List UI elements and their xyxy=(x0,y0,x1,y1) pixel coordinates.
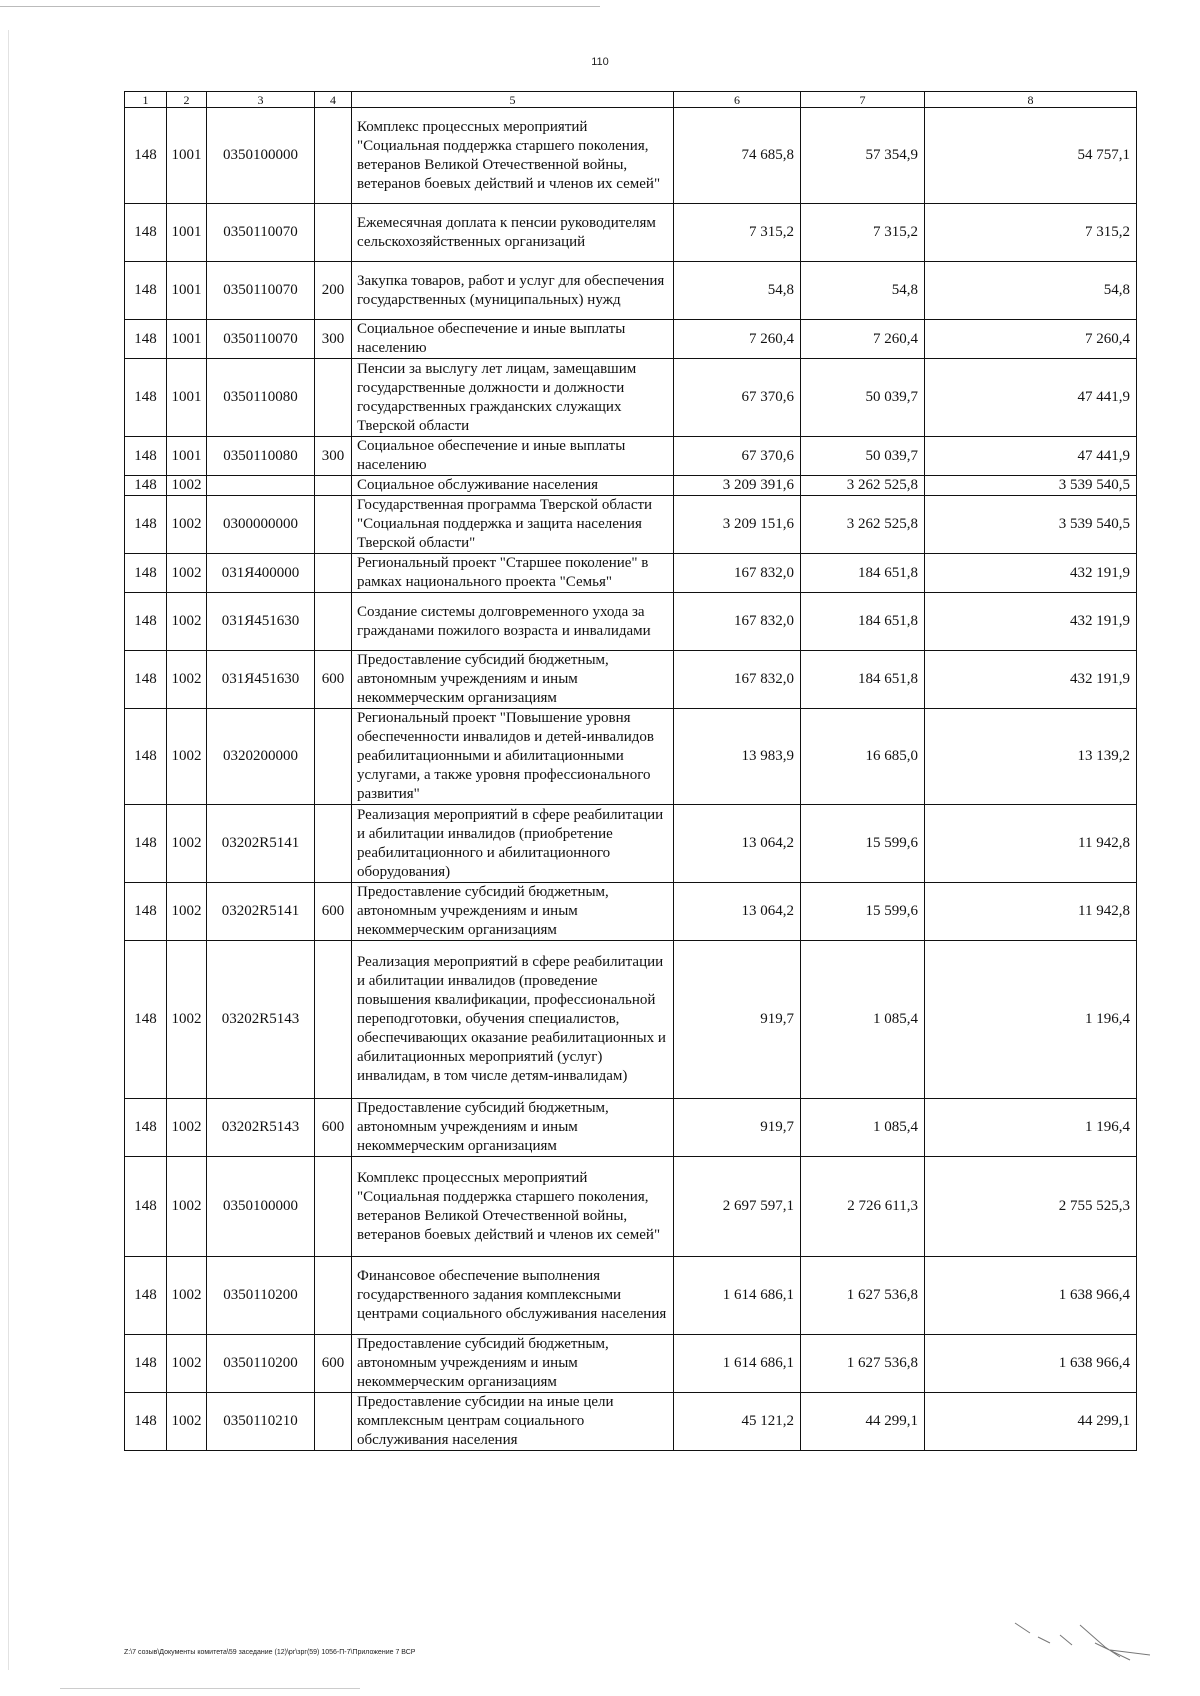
target-article-cell: 0350100000 xyxy=(207,108,315,204)
item-name-cell: Реализация мероприятий в сфере реабилитации и абилитации инвалидов (приобретение реабилитационного и абилитационного оборудования) xyxy=(352,805,674,883)
target-article-cell: 0350110200 xyxy=(207,1335,315,1393)
table-row xyxy=(125,709,1137,805)
amount-cell: 16 685,0 xyxy=(801,709,925,805)
admin-code-cell: 148 xyxy=(125,883,167,941)
amount-cell: 74 685,8 xyxy=(674,108,801,204)
item-name-cell: Ежемесячная доплата к пенсии руководителям сельскохозяйственных организаций xyxy=(352,204,674,262)
item-name-cell: Комплекс процессных мероприятий "Социальная поддержка старшего поколения, ветеранов Великой Отечественной войны, ветеранов боевых действий и членов их семей" xyxy=(352,108,674,204)
section-code-cell: 1002 xyxy=(167,1335,207,1393)
expense-type-cell: 600 xyxy=(315,883,352,941)
expense-type-cell: 600 xyxy=(315,1099,352,1157)
admin-code-cell: 148 xyxy=(125,554,167,593)
admin-code-cell: 148 xyxy=(125,359,167,437)
table-row xyxy=(125,1099,1137,1157)
admin-code-cell: 148 xyxy=(125,1393,167,1451)
target-article-cell xyxy=(207,476,315,496)
table-row xyxy=(125,883,1137,941)
item-name-cell: Социальное обслуживание населения xyxy=(352,476,674,496)
item-name-cell: Предоставление субсидий бюджетным, автономным учреждениям и иным некоммерческим организациям xyxy=(352,1099,674,1157)
amount-cell: 432 191,9 xyxy=(925,593,1137,651)
admin-code-cell: 148 xyxy=(125,1335,167,1393)
section-code-cell: 1002 xyxy=(167,496,207,554)
expense-type-cell: 300 xyxy=(315,320,352,359)
target-article-cell: 0350110070 xyxy=(207,262,315,320)
admin-code-cell: 148 xyxy=(125,476,167,496)
table-row xyxy=(125,496,1137,554)
expense-type-cell xyxy=(315,476,352,496)
expense-type-cell xyxy=(315,709,352,805)
table-row xyxy=(125,941,1137,1099)
admin-code-cell: 148 xyxy=(125,805,167,883)
column-number-row xyxy=(125,92,1137,108)
amount-cell: 11 942,8 xyxy=(925,883,1137,941)
section-code-cell: 1002 xyxy=(167,709,207,805)
section-code-cell: 1002 xyxy=(167,593,207,651)
amount-cell: 57 354,9 xyxy=(801,108,925,204)
table-row xyxy=(125,320,1137,359)
amount-cell: 67 370,6 xyxy=(674,359,801,437)
admin-code-cell: 148 xyxy=(125,941,167,1099)
amount-cell: 184 651,8 xyxy=(801,593,925,651)
admin-code-cell: 148 xyxy=(125,593,167,651)
amount-cell: 184 651,8 xyxy=(801,651,925,709)
expense-type-cell: 200 xyxy=(315,262,352,320)
section-code-cell: 1002 xyxy=(167,883,207,941)
amount-cell: 1 085,4 xyxy=(801,941,925,1099)
amount-cell: 919,7 xyxy=(674,941,801,1099)
scan-artifact-edge xyxy=(8,30,9,1670)
amount-cell: 2 697 597,1 xyxy=(674,1157,801,1257)
amount-cell: 7 260,4 xyxy=(674,320,801,359)
amount-cell: 50 039,7 xyxy=(801,437,925,476)
item-name-cell: Реализация мероприятий в сфере реабилитации и абилитации инвалидов (проведение повышения квалификации, профессиональной переподготовки, обучения специалистов, обеспечивающих оказание реабилитационных и абилитационных мероприятий (услуг) инвалидам, в том числе детям-инвалидам) xyxy=(352,941,674,1099)
amount-cell: 7 260,4 xyxy=(925,320,1137,359)
column-header: 7 xyxy=(801,92,925,108)
column-header: 5 xyxy=(352,92,674,108)
amount-cell: 7 315,2 xyxy=(674,204,801,262)
target-article-cell: 0350110080 xyxy=(207,359,315,437)
amount-cell: 54,8 xyxy=(925,262,1137,320)
amount-cell: 1 614 686,1 xyxy=(674,1335,801,1393)
target-article-cell: 031Я451630 xyxy=(207,593,315,651)
section-code-cell: 1001 xyxy=(167,262,207,320)
expense-type-cell xyxy=(315,204,352,262)
amount-cell: 7 315,2 xyxy=(801,204,925,262)
item-name-cell: Финансовое обеспечение выполнения государственного задания комплексными центрами социального обслуживания населения xyxy=(352,1257,674,1335)
amount-cell: 1 638 966,4 xyxy=(925,1257,1137,1335)
section-code-cell: 1001 xyxy=(167,437,207,476)
amount-cell: 54 757,1 xyxy=(925,108,1137,204)
column-header: 4 xyxy=(315,92,352,108)
target-article-cell: 0350100000 xyxy=(207,1157,315,1257)
table-row xyxy=(125,1393,1137,1451)
section-code-cell: 1002 xyxy=(167,1099,207,1157)
amount-cell: 1 196,4 xyxy=(925,1099,1137,1157)
scan-artifact-line xyxy=(0,6,600,7)
target-article-cell: 03202R5143 xyxy=(207,941,315,1099)
expense-type-cell xyxy=(315,1393,352,1451)
expense-type-cell: 600 xyxy=(315,651,352,709)
target-article-cell: 03202R5141 xyxy=(207,883,315,941)
expense-type-cell: 600 xyxy=(315,1335,352,1393)
page-number: 110 xyxy=(591,56,609,68)
expense-type-cell xyxy=(315,554,352,593)
table-row xyxy=(125,108,1137,204)
admin-code-cell: 148 xyxy=(125,1257,167,1335)
amount-cell: 45 121,2 xyxy=(674,1393,801,1451)
target-article-cell: 0300000000 xyxy=(207,496,315,554)
target-article-cell: 031Я451630 xyxy=(207,651,315,709)
section-code-cell: 1002 xyxy=(167,1393,207,1451)
admin-code-cell: 148 xyxy=(125,108,167,204)
section-code-cell: 1002 xyxy=(167,1157,207,1257)
expense-type-cell xyxy=(315,941,352,1099)
expense-type-cell: 300 xyxy=(315,437,352,476)
amount-cell: 3 262 525,8 xyxy=(801,476,925,496)
budget-table xyxy=(124,91,1137,1451)
expense-type-cell xyxy=(315,1157,352,1257)
amount-cell: 1 627 536,8 xyxy=(801,1335,925,1393)
table-row xyxy=(125,651,1137,709)
section-code-cell: 1001 xyxy=(167,320,207,359)
column-header: 3 xyxy=(207,92,315,108)
target-article-cell: 03202R5141 xyxy=(207,805,315,883)
amount-cell: 3 262 525,8 xyxy=(801,496,925,554)
amount-cell: 184 651,8 xyxy=(801,554,925,593)
amount-cell: 1 196,4 xyxy=(925,941,1137,1099)
amount-cell: 167 832,0 xyxy=(674,593,801,651)
item-name-cell: Пенсии за выслугу лет лицам, замещавшим государственные должности и должности государственных гражданских служащих Тверской области xyxy=(352,359,674,437)
item-name-cell: Социальное обеспечение и иные выплаты населению xyxy=(352,320,674,359)
section-code-cell: 1001 xyxy=(167,359,207,437)
scan-artifact-bottom xyxy=(60,1688,360,1689)
section-code-cell: 1002 xyxy=(167,476,207,496)
section-code-cell: 1001 xyxy=(167,204,207,262)
target-article-cell: 03202R5143 xyxy=(207,1099,315,1157)
amount-cell: 67 370,6 xyxy=(674,437,801,476)
amount-cell: 7 260,4 xyxy=(801,320,925,359)
target-article-cell: 0350110070 xyxy=(207,320,315,359)
amount-cell: 1 085,4 xyxy=(801,1099,925,1157)
table-row xyxy=(125,554,1137,593)
amount-cell: 1 638 966,4 xyxy=(925,1335,1137,1393)
item-name-cell: Предоставление субсидий бюджетным, автономным учреждениям и иным некоммерческим организациям xyxy=(352,1335,674,1393)
item-name-cell: Предоставление субсидии на иные цели комплексным центрам социального обслуживания населения xyxy=(352,1393,674,1451)
admin-code-cell: 148 xyxy=(125,204,167,262)
amount-cell: 54,8 xyxy=(674,262,801,320)
target-article-cell: 0350110070 xyxy=(207,204,315,262)
admin-code-cell: 148 xyxy=(125,651,167,709)
section-code-cell: 1002 xyxy=(167,941,207,1099)
admin-code-cell: 148 xyxy=(125,1157,167,1257)
amount-cell: 44 299,1 xyxy=(925,1393,1137,1451)
amount-cell: 3 539 540,5 xyxy=(925,496,1137,554)
amount-cell: 432 191,9 xyxy=(925,651,1137,709)
table-row xyxy=(125,437,1137,476)
amount-cell: 3 209 391,6 xyxy=(674,476,801,496)
expense-type-cell xyxy=(315,496,352,554)
item-name-cell: Создание системы долговременного ухода за гражданами пожилого возраста и инвалидами xyxy=(352,593,674,651)
table-row xyxy=(125,593,1137,651)
item-name-cell: Региональный проект "Старшее поколение" в рамках национального проекта "Семья" xyxy=(352,554,674,593)
section-code-cell: 1002 xyxy=(167,805,207,883)
amount-cell: 2 726 611,3 xyxy=(801,1157,925,1257)
column-header: 6 xyxy=(674,92,801,108)
item-name-cell: Комплекс процессных мероприятий "Социальная поддержка старшего поколения, ветеранов Великой Отечественной войны, ветеранов боевых действий и членов их семей" xyxy=(352,1157,674,1257)
amount-cell: 47 441,9 xyxy=(925,359,1137,437)
footer-file-path: Z:\7 созыв\Документы комитета\59 заседание (12)\рг\зрг(59) 1056-П-7\Приложение 7 ВСР xyxy=(124,1649,416,1656)
section-code-cell: 1001 xyxy=(167,108,207,204)
section-code-cell: 1002 xyxy=(167,554,207,593)
expense-type-cell xyxy=(315,359,352,437)
admin-code-cell: 148 xyxy=(125,262,167,320)
table-row xyxy=(125,1335,1137,1393)
section-code-cell: 1002 xyxy=(167,1257,207,1335)
table-row xyxy=(125,204,1137,262)
item-name-cell: Государственная программа Тверской области "Социальная поддержка и защита населения Тверской области" xyxy=(352,496,674,554)
amount-cell: 13 983,9 xyxy=(674,709,801,805)
amount-cell: 15 599,6 xyxy=(801,883,925,941)
amount-cell: 54,8 xyxy=(801,262,925,320)
amount-cell: 13 139,2 xyxy=(925,709,1137,805)
amount-cell: 7 315,2 xyxy=(925,204,1137,262)
section-code-cell: 1002 xyxy=(167,651,207,709)
amount-cell: 50 039,7 xyxy=(801,359,925,437)
admin-code-cell: 148 xyxy=(125,320,167,359)
column-header: 2 xyxy=(167,92,207,108)
table-row xyxy=(125,359,1137,437)
amount-cell: 15 599,6 xyxy=(801,805,925,883)
table-row xyxy=(125,476,1137,496)
target-article-cell: 0320200000 xyxy=(207,709,315,805)
expense-type-cell xyxy=(315,593,352,651)
target-article-cell: 0350110210 xyxy=(207,1393,315,1451)
expense-type-cell xyxy=(315,805,352,883)
amount-cell: 44 299,1 xyxy=(801,1393,925,1451)
amount-cell: 2 755 525,3 xyxy=(925,1157,1137,1257)
amount-cell: 1 614 686,1 xyxy=(674,1257,801,1335)
amount-cell: 13 064,2 xyxy=(674,883,801,941)
signature-scribble xyxy=(1010,1615,1160,1665)
expense-type-cell xyxy=(315,108,352,204)
target-article-cell: 031Я400000 xyxy=(207,554,315,593)
table-row xyxy=(125,1157,1137,1257)
item-name-cell: Предоставление субсидий бюджетным, автономным учреждениям и иным некоммерческим организациям xyxy=(352,883,674,941)
amount-cell: 432 191,9 xyxy=(925,554,1137,593)
expense-type-cell xyxy=(315,1257,352,1335)
admin-code-cell: 148 xyxy=(125,496,167,554)
item-name-cell: Социальное обеспечение и иные выплаты населению xyxy=(352,437,674,476)
table-row xyxy=(125,805,1137,883)
target-article-cell: 0350110080 xyxy=(207,437,315,476)
item-name-cell: Региональный проект "Повышение уровня обеспеченности инвалидов и детей-инвалидов реабилитационными и абилитационными услугами, а также уровня профессионального развития" xyxy=(352,709,674,805)
amount-cell: 919,7 xyxy=(674,1099,801,1157)
table-row xyxy=(125,262,1137,320)
admin-code-cell: 148 xyxy=(125,437,167,476)
column-header: 8 xyxy=(925,92,1137,108)
amount-cell: 167 832,0 xyxy=(674,554,801,593)
item-name-cell: Закупка товаров, работ и услуг для обеспечения государственных (муниципальных) нужд xyxy=(352,262,674,320)
amount-cell: 13 064,2 xyxy=(674,805,801,883)
amount-cell: 167 832,0 xyxy=(674,651,801,709)
admin-code-cell: 148 xyxy=(125,1099,167,1157)
item-name-cell: Предоставление субсидий бюджетным, автономным учреждениям и иным некоммерческим организациям xyxy=(352,651,674,709)
table-row xyxy=(125,1257,1137,1335)
target-article-cell: 0350110200 xyxy=(207,1257,315,1335)
column-header: 1 xyxy=(125,92,167,108)
amount-cell: 47 441,9 xyxy=(925,437,1137,476)
amount-cell: 1 627 536,8 xyxy=(801,1257,925,1335)
amount-cell: 3 209 151,6 xyxy=(674,496,801,554)
amount-cell: 3 539 540,5 xyxy=(925,476,1137,496)
admin-code-cell: 148 xyxy=(125,709,167,805)
amount-cell: 11 942,8 xyxy=(925,805,1137,883)
